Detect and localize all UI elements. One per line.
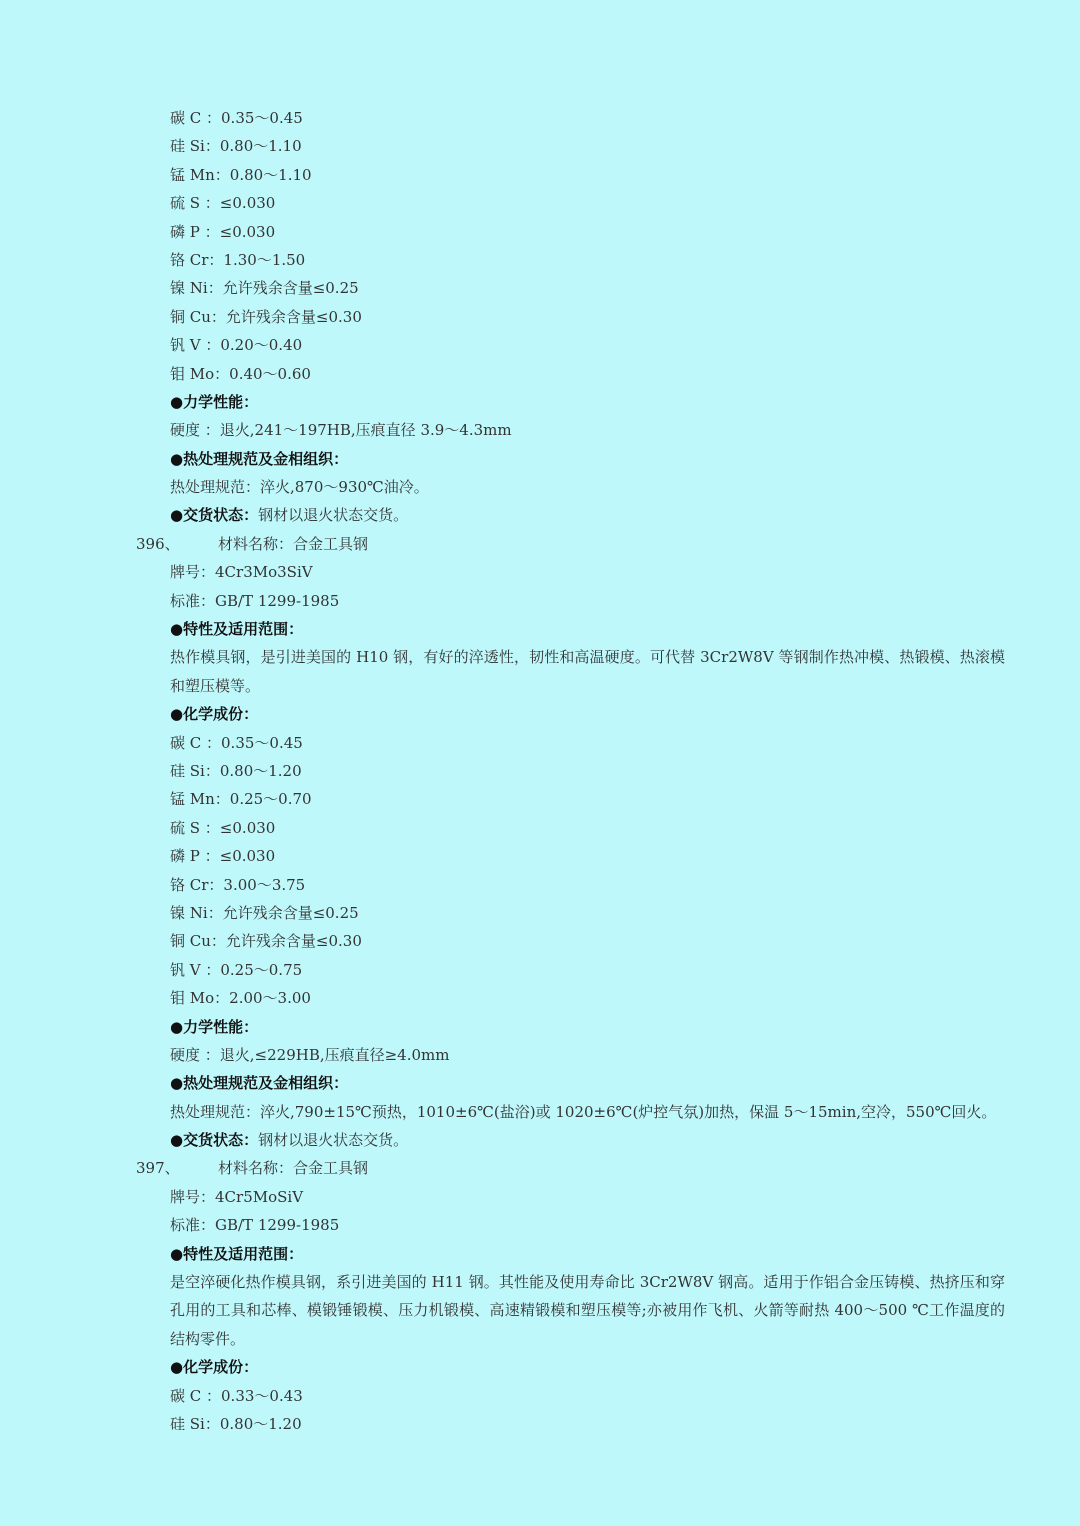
standard-line: 标准：GB/T 1299-1985 — [170, 1216, 340, 1235]
element-vanadium: 钒 V ：0.20～0.40 — [170, 336, 303, 355]
element-sulfur: 硫 S ：≤0.030 — [170, 194, 276, 213]
heat-treatment-heading: ●热处理规范及金相组织： — [170, 449, 349, 468]
entry-number: 397、 — [136, 1159, 180, 1178]
mechanical-heading: ●力学性能： — [170, 1017, 259, 1036]
element-chromium: 铬 Cr：1.30～1.50 — [170, 250, 306, 269]
element-manganese: 锰 Mn：0.80～1.10 — [170, 165, 312, 184]
heat-treatment-spec: 热处理规范：淬火,790±15℃预热，1010±6℃(盐浴)或 1020±6℃(炉控气氛)加热，保温 5～15min,空冷，550℃回火。 — [170, 1102, 997, 1121]
element-copper: 铜 Cu：允许残余含量≤0.30 — [170, 932, 362, 951]
hardness-line: 硬度 ：退火,241～197HB,压痕直径 3.9～4.3mm — [170, 421, 512, 440]
grade-line: 牌号：4Cr3Mo3SiV — [170, 563, 313, 582]
delivery-label: ●交货状态： — [170, 1131, 259, 1150]
material-name: 材料名称：合金工具钢 — [218, 534, 369, 553]
grade-line: 牌号：4Cr5MoSiV — [170, 1187, 304, 1206]
element-silicon: 硅 Si：0.80～1.10 — [170, 137, 302, 156]
element-nickel: 镍 Ni：允许残余含量≤0.25 — [170, 279, 359, 298]
element-phosphorus: 磷 P ：≤0.030 — [170, 847, 276, 866]
element-sulfur: 硫 S ：≤0.030 — [170, 818, 276, 837]
document-page — [0, 104, 1080, 1438]
element-phosphorus: 磷 P ：≤0.030 — [170, 222, 276, 241]
delivery-text: 钢材以退火状态交货。 — [258, 506, 409, 525]
features-heading: ●特性及适用范围： — [170, 1244, 304, 1263]
heat-treatment-spec: 热处理规范：淬火,870～930℃油冷。 — [170, 478, 429, 497]
mechanical-heading: ●力学性能： — [170, 392, 259, 411]
chem-heading: ●化学成份： — [170, 1358, 259, 1377]
features-heading: ●特性及适用范围： — [170, 620, 304, 639]
delivery-line — [0, 1126, 1080, 1154]
element-molybdenum: 钼 Mo：2.00～3.00 — [170, 989, 311, 1008]
heat-treatment-heading: ●热处理规范及金相组织： — [170, 1074, 349, 1093]
standard-line: 标准：GB/T 1299-1985 — [170, 591, 340, 610]
element-carbon: 碳 C ：0.33～0.43 — [170, 1386, 303, 1405]
element-copper: 铜 Cu：允许残余含量≤0.30 — [170, 307, 362, 326]
element-carbon: 碳 C ：0.35～0.45 — [170, 733, 303, 752]
composition-list — [0, 729, 1080, 1013]
entry-number: 396、 — [136, 534, 180, 553]
composition-list — [0, 1382, 1080, 1439]
features-text: 是空淬硬化热作模具钢，系引进美国的 H11 钢。其性能及使用寿命比 3Cr2W8V 钢高。适用于作铝合金压铸模、热挤压和穿孔用的工具和芯棒、模锻锤锻模、压力机锻模、高速精锻模和塑压模等;亦被用作飞机、火箭等耐热 400～500 ℃工作温度的结构零件。 — [170, 1273, 1005, 1348]
element-vanadium: 钒 V ：0.25～0.75 — [170, 960, 303, 979]
features-text: 热作模具钢，是引进美国的 H10 钢，有好的淬透性，韧性和高温硬度。可代替 3Cr2W8V 等钢制作热冲模、热锻模、热滚模和塑压模等。 — [170, 648, 1005, 695]
delivery-line — [0, 501, 1080, 529]
element-carbon: 碳 C ：0.35～0.45 — [170, 109, 303, 127]
delivery-text: 钢材以退火状态交货。 — [258, 1131, 409, 1150]
element-manganese: 锰 Mn：0.25～0.70 — [170, 790, 312, 809]
entry-396-header — [0, 530, 1080, 558]
material-name: 材料名称：合金工具钢 — [218, 1159, 369, 1178]
element-nickel: 镍 Ni：允许残余含量≤0.25 — [170, 903, 359, 922]
entry-397-header — [0, 1154, 1080, 1182]
delivery-label: ●交货状态： — [170, 506, 259, 525]
top-composition-list — [0, 104, 1080, 388]
element-silicon: 硅 Si：0.80～1.20 — [170, 762, 302, 781]
chem-heading: ●化学成份： — [170, 705, 259, 724]
element-chromium: 铬 Cr：3.00～3.75 — [170, 875, 306, 894]
element-molybdenum: 钼 Mo：0.40～0.60 — [170, 364, 311, 383]
element-silicon: 硅 Si：0.80～1.20 — [170, 1415, 302, 1434]
hardness-line: 硬度 ：退火,≤229HB,压痕直径≥4.0mm — [170, 1045, 450, 1064]
